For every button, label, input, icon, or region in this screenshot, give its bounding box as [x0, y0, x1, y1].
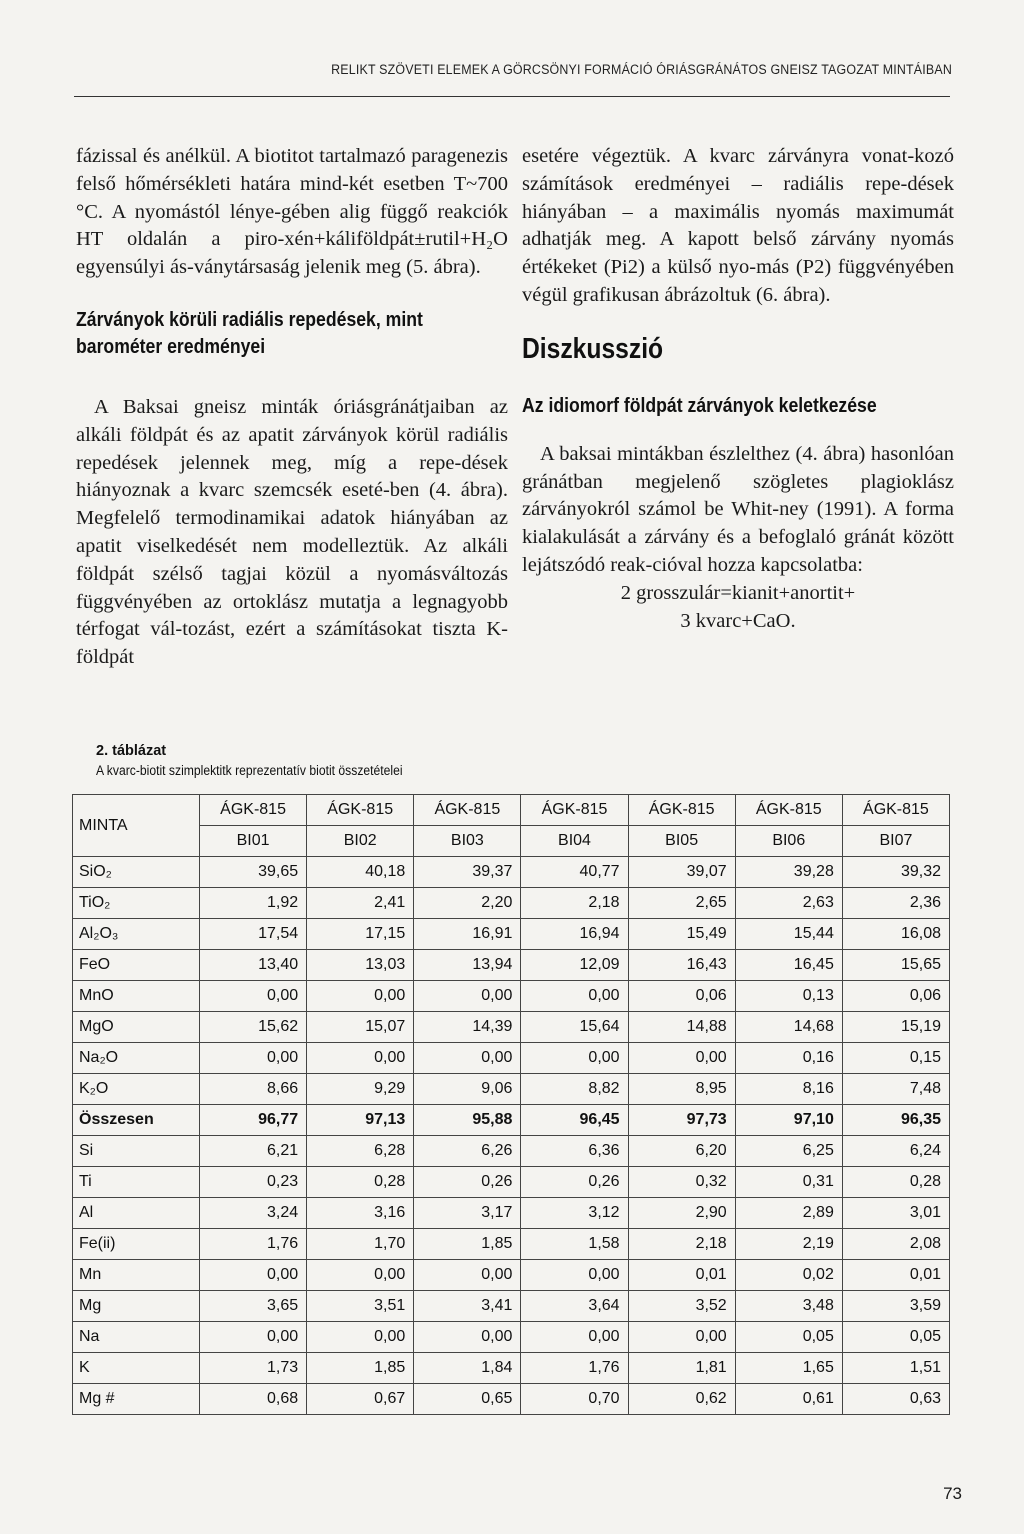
table-cell: 40,18 [307, 857, 414, 888]
table-title: A kvarc-biotit szimplektitk reprezentatív biotit összetételei [96, 763, 403, 778]
column-header-code: BI04 [521, 826, 628, 857]
table-cell: 0,23 [200, 1167, 307, 1198]
table-cell: 16,45 [735, 950, 842, 981]
row-label: Mg # [73, 1384, 200, 1415]
table-cell: 39,37 [414, 857, 521, 888]
table-corner-header: MINTA [73, 795, 200, 857]
table-cell: 1,84 [414, 1353, 521, 1384]
table-cell: 0,01 [842, 1260, 949, 1291]
table-row [73, 1384, 950, 1415]
table-cell: 0,05 [735, 1322, 842, 1353]
table-cell: 0,06 [842, 981, 949, 1012]
table-cell: 16,43 [628, 950, 735, 981]
column-header-code: BI05 [628, 826, 735, 857]
table-cell: 17,15 [307, 919, 414, 950]
row-label: TiO₂ [73, 888, 200, 919]
table-cell: 0,00 [414, 1260, 521, 1291]
row-label: Fe(ii) [73, 1229, 200, 1260]
table-cell: 3,48 [735, 1291, 842, 1322]
table-cell: 15,64 [521, 1012, 628, 1043]
table-cell: 3,52 [628, 1291, 735, 1322]
table-cell: 3,65 [200, 1291, 307, 1322]
table-cell: 0,00 [414, 1322, 521, 1353]
table-cell: 39,28 [735, 857, 842, 888]
table-cell: 39,32 [842, 857, 949, 888]
table-row [73, 1198, 950, 1229]
row-label: MgO [73, 1012, 200, 1043]
table-cell: 3,12 [521, 1198, 628, 1229]
right-paragraph-1: esetére végeztük. A kvarc zárványra vonat-kozó számítások eredményei – radiális repe-dések hiányában – a maximális nyomás maximumát adhatják meg. A kapott belső zárvány nyomás értékeket (Pi2) a külső nyo-más (P2) függvényében végül grafikusan ábrázoltuk (6. ábra). [522, 145, 954, 306]
table-cell: 15,65 [842, 950, 949, 981]
table-cell: 96,77 [200, 1105, 307, 1136]
table-cell: 0,01 [628, 1260, 735, 1291]
table-cell: 8,95 [628, 1074, 735, 1105]
table-cell: 3,41 [414, 1291, 521, 1322]
table-cell: 39,07 [628, 857, 735, 888]
table-cell: 97,13 [307, 1105, 414, 1136]
right-paragraph-2: A baksai mintákban észlelthez (4. ábra) hasonlóan gránátban megjelenő szögletes plagioklász zárványokról számol be Whit-ney (1991). A forma kialakulását a zárvány és a befoglaló gránát között lejátszódó reak-cióval hozza kapcsolatba: [522, 442, 954, 576]
table-cell: 3,01 [842, 1198, 949, 1229]
table-cell: 9,29 [307, 1074, 414, 1105]
column-header-sample: ÁGK-815 [842, 795, 949, 826]
row-label: K [73, 1353, 200, 1384]
table-cell: 0,00 [414, 981, 521, 1012]
table-row [73, 1291, 950, 1322]
table-cell: 1,81 [628, 1353, 735, 1384]
table-cell: 13,40 [200, 950, 307, 981]
left-paragraph-2: A Baksai gneisz minták óriásgránátjaiban az alkáli földpát és az apatit zárványok körül radiális repedések jelennek meg, míg a repe-dések hiányoznak a kvarc szemcsék eseté-ben (4. ábra). Megfelelő termodinamikai adatok hiányában az apatit viselkedését nem modelleztük. Az alkáli földpát szélső tagjai közül a nyomásváltozás függvényében az ortoklász mutatja a legnagyobb térfogat vál-tozást, ezért a számításokat tiszta K-földpát [76, 395, 508, 669]
reaction-equation-line-2: 3 kvarc+CaO. [680, 609, 796, 632]
table-cell: 9,06 [414, 1074, 521, 1105]
row-label: Összesen [73, 1105, 200, 1136]
table-cell: 0,00 [200, 1322, 307, 1353]
table-cell: 17,54 [200, 919, 307, 950]
table-caption [96, 741, 437, 781]
row-label: SiO₂ [73, 857, 200, 888]
table-cell: 0,00 [521, 981, 628, 1012]
table-cell: 1,76 [521, 1353, 628, 1384]
table-cell: 3,51 [307, 1291, 414, 1322]
table-cell: 0,63 [842, 1384, 949, 1415]
table-cell: 0,05 [842, 1322, 949, 1353]
table-cell: 97,10 [735, 1105, 842, 1136]
table-cell: 96,45 [521, 1105, 628, 1136]
subheading-radial-cracks-line-1: Zárványok körüli radiális repedések, mint [76, 307, 423, 331]
table-row [73, 1074, 950, 1105]
header-rule [74, 96, 950, 97]
running-header: RELIKT SZÖVETI ELEMEK A GÖRCSÖNYI FORMÁCIÓ ÓRIÁSGRÁNÁTOS GNEISZ TAGOZAT MINTÁIBAN [331, 62, 952, 77]
table-cell: 2,65 [628, 888, 735, 919]
page-number: 73 [943, 1484, 962, 1503]
table-cell: 14,68 [735, 1012, 842, 1043]
table-row [73, 1229, 950, 1260]
table-row [73, 857, 950, 888]
table-cell: 0,00 [307, 1260, 414, 1291]
table-cell: 96,35 [842, 1105, 949, 1136]
table-cell: 3,17 [414, 1198, 521, 1229]
table-cell: 0,00 [200, 1043, 307, 1074]
table-cell: 1,58 [521, 1229, 628, 1260]
table-cell: 0,16 [735, 1043, 842, 1074]
table-row [73, 1105, 950, 1136]
table-cell: 0,00 [414, 1043, 521, 1074]
subheading-idiomorph-feldspar: Az idiomorf földpát zárványok keletkezése [522, 393, 877, 417]
column-header-code: BI07 [842, 826, 949, 857]
table-cell: 0,15 [842, 1043, 949, 1074]
right-column [522, 143, 954, 635]
row-label: Mn [73, 1260, 200, 1291]
table-cell: 6,24 [842, 1136, 949, 1167]
row-label: MnO [73, 981, 200, 1012]
table-cell: 0,02 [735, 1260, 842, 1291]
table-cell: 2,19 [735, 1229, 842, 1260]
table-row [73, 1322, 950, 1353]
table-row [73, 1260, 950, 1291]
table-row [73, 888, 950, 919]
row-label: K₂O [73, 1074, 200, 1105]
table-cell: 1,85 [307, 1353, 414, 1384]
table-cell: 6,36 [521, 1136, 628, 1167]
table-cell: 15,49 [628, 919, 735, 950]
table-cell: 6,25 [735, 1136, 842, 1167]
table-row [73, 1043, 950, 1074]
table-cell: 3,59 [842, 1291, 949, 1322]
biotite-composition-table [72, 794, 950, 1415]
table-cell: 0,26 [414, 1167, 521, 1198]
table-cell: 0,00 [521, 1322, 628, 1353]
section-title-discussion: Diszkusszió [522, 332, 664, 365]
table-cell: 40,77 [521, 857, 628, 888]
table-cell: 0,61 [735, 1384, 842, 1415]
table-cell: 1,92 [200, 888, 307, 919]
table-row [73, 981, 950, 1012]
column-header-sample: ÁGK-815 [628, 795, 735, 826]
table-cell: 1,65 [735, 1353, 842, 1384]
table-cell: 16,91 [414, 919, 521, 950]
table-cell: 0,65 [414, 1384, 521, 1415]
left-column [76, 143, 508, 672]
row-label: Al₂O₃ [73, 919, 200, 950]
table-cell: 0,00 [521, 1043, 628, 1074]
table-row [73, 950, 950, 981]
column-header-code: BI01 [200, 826, 307, 857]
table-cell: 15,19 [842, 1012, 949, 1043]
table-cell: 1,85 [414, 1229, 521, 1260]
table-cell: 0,26 [521, 1167, 628, 1198]
table-cell: 0,67 [307, 1384, 414, 1415]
table-cell: 15,07 [307, 1012, 414, 1043]
table-cell: 97,73 [628, 1105, 735, 1136]
table-cell: 0,28 [842, 1167, 949, 1198]
table-cell: 2,18 [521, 888, 628, 919]
table-cell: 6,21 [200, 1136, 307, 1167]
table-cell: 2,08 [842, 1229, 949, 1260]
table-cell: 6,26 [414, 1136, 521, 1167]
table-cell: 0,00 [200, 981, 307, 1012]
table-cell: 2,89 [735, 1198, 842, 1229]
column-header-sample: ÁGK-815 [521, 795, 628, 826]
table-row [73, 1353, 950, 1384]
table-cell: 15,44 [735, 919, 842, 950]
column-header-code: BI06 [735, 826, 842, 857]
table-cell: 0,00 [521, 1260, 628, 1291]
table-cell: 95,88 [414, 1105, 521, 1136]
table-cell: 16,08 [842, 919, 949, 950]
table-cell: 0,00 [628, 1322, 735, 1353]
table-cell: 13,03 [307, 950, 414, 981]
table-cell: 8,82 [521, 1074, 628, 1105]
table-cell: 3,24 [200, 1198, 307, 1229]
table-cell: 16,94 [521, 919, 628, 950]
table-cell: 1,76 [200, 1229, 307, 1260]
table-cell: 12,09 [521, 950, 628, 981]
row-label: Na₂O [73, 1043, 200, 1074]
column-header-sample: ÁGK-815 [414, 795, 521, 826]
table-cell: 0,00 [628, 1043, 735, 1074]
table-cell: 1,70 [307, 1229, 414, 1260]
table-cell: 6,28 [307, 1136, 414, 1167]
table-cell: 0,70 [521, 1384, 628, 1415]
row-label: Ti [73, 1167, 200, 1198]
table-cell: 2,90 [628, 1198, 735, 1229]
table-row [73, 1167, 950, 1198]
table-cell: 0,00 [307, 981, 414, 1012]
column-header-sample: ÁGK-815 [200, 795, 307, 826]
table-cell: 1,51 [842, 1353, 949, 1384]
table-cell: 0,13 [735, 981, 842, 1012]
column-header-code: BI02 [307, 826, 414, 857]
subheading-radial-cracks-line-2: barométer eredményei [76, 334, 266, 358]
table-cell: 2,18 [628, 1229, 735, 1260]
table-cell: 3,16 [307, 1198, 414, 1229]
table-cell: 3,64 [521, 1291, 628, 1322]
table-cell: 2,20 [414, 888, 521, 919]
table-cell: 0,62 [628, 1384, 735, 1415]
table-row [73, 1136, 950, 1167]
table-cell: 0,00 [200, 1260, 307, 1291]
table-cell: 8,16 [735, 1074, 842, 1105]
row-label: Na [73, 1322, 200, 1353]
row-label: FeO [73, 950, 200, 981]
table-row [73, 919, 950, 950]
table-cell: 0,32 [628, 1167, 735, 1198]
column-header-code: BI03 [414, 826, 521, 857]
table-cell: 0,06 [628, 981, 735, 1012]
table-cell: 1,73 [200, 1353, 307, 1384]
table-number: 2. táblázat [96, 743, 167, 759]
table-cell: 0,31 [735, 1167, 842, 1198]
table-cell: 13,94 [414, 950, 521, 981]
table-cell: 0,28 [307, 1167, 414, 1198]
table-cell: 8,66 [200, 1074, 307, 1105]
table-cell: 2,41 [307, 888, 414, 919]
table-cell: 15,62 [200, 1012, 307, 1043]
table-cell: 2,36 [842, 888, 949, 919]
table-cell: 0,00 [307, 1043, 414, 1074]
table-cell: 2,63 [735, 888, 842, 919]
column-header-sample: ÁGK-815 [735, 795, 842, 826]
row-label: Al [73, 1198, 200, 1229]
column-header-sample: ÁGK-815 [307, 795, 414, 826]
row-label: Mg [73, 1291, 200, 1322]
left-paragraph-1: fázissal és anélkül. A biotitot tartalmazó paragenezis felső hőmérsékleti határa mind-két esetben T~700 °C. A nyomástól lénye-gében alig függő reakciók HT oldalán a piro-xén+káliföldpát±rutil+H₂O egyensúlyi ás-ványtársaság jelenik meg (5. ábra). [76, 145, 508, 279]
table-cell: 0,68 [200, 1384, 307, 1415]
table-cell: 14,39 [414, 1012, 521, 1043]
table-row [73, 1012, 950, 1043]
row-label: Si [73, 1136, 200, 1167]
reaction-equation-line-1: 2 grosszulár=kianit+anortit+ [620, 581, 856, 604]
table-cell: 7,48 [842, 1074, 949, 1105]
table-cell: 0,00 [307, 1322, 414, 1353]
table-cell: 39,65 [200, 857, 307, 888]
table-cell: 14,88 [628, 1012, 735, 1043]
table-cell: 6,20 [628, 1136, 735, 1167]
